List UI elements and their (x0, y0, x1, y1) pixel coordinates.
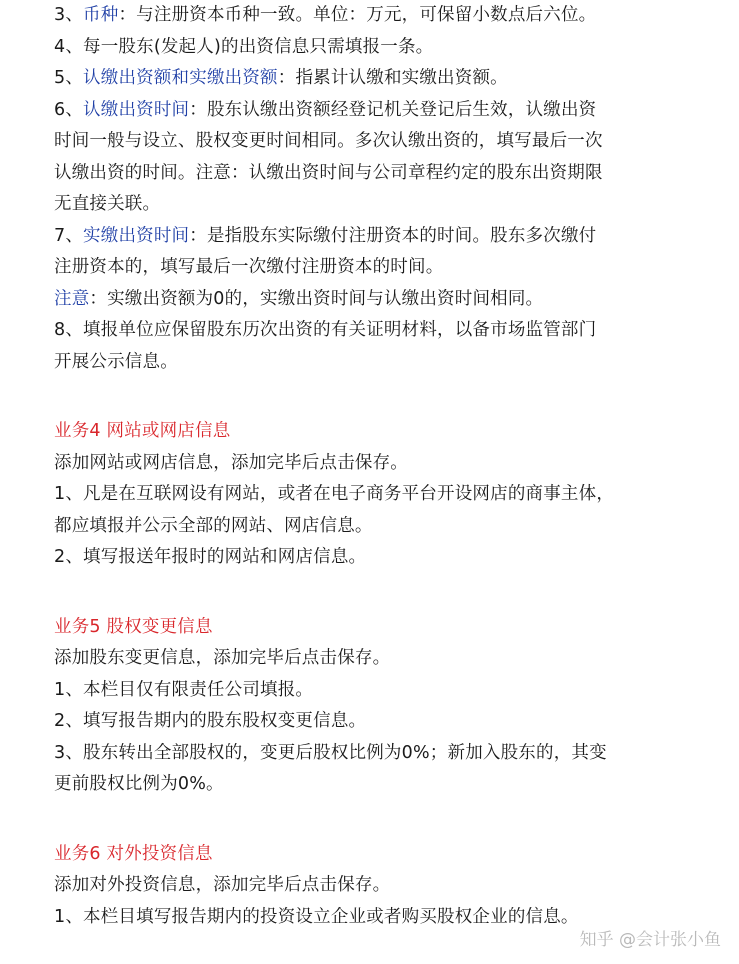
item-7-continued: 注册资本的，填写最后一次缴付注册资本的时间。 (54, 257, 444, 277)
section-4-line: 2、填写报送年报时的网站和网店信息。 (54, 547, 367, 567)
watermark-text: 知乎 @会计张小鱼 (579, 930, 721, 950)
section-6-line: 添加对外投资信息，添加完毕后点击保存。 (54, 875, 391, 895)
item-6-continued: 认缴出资的时间。注意：认缴出资时间与公司章程约定的股东出资期限 (54, 162, 603, 183)
section-5-line: 1、本栏目仅有限责任公司填报。 (54, 679, 314, 700)
section-4-line: 添加网站或网店信息，添加完毕后点击保存。 (54, 452, 408, 473)
term-subscribed-time: 认缴出资时间 (83, 99, 190, 120)
item-6-continued: 时间一般与设立、股权变更时间相同。多次认缴出资的，填写最后一次 (54, 131, 603, 151)
item-8-continued: 开展公示信息。 (54, 351, 178, 372)
document-body (54, 0, 724, 933)
note-line: 注意：实缴出资额为0的，实缴出资时间与认缴出资时间相同。 (54, 288, 544, 309)
item-4-line: 4、每一股东(发起人)的出资信息只需填报一条。 (54, 36, 434, 57)
section-4-line: 1、凡是在互联网设有网站，或者在电子商务平台开设网店的商事主体， (54, 484, 615, 504)
item-6-continued: 无直接关联。 (54, 194, 161, 214)
section-5-heading: 业务5 股权变更信息 (54, 616, 213, 637)
section-5-line: 3、股东转出全部股权的，变更后股权比例为0%；新加入股东的，其变 (54, 742, 607, 763)
item-7-line: 7、实缴出资时间：是指股东实际缴付注册资本的时间。股东多次缴付 (54, 225, 597, 246)
section-4-heading: 业务4 网站或网店信息 (54, 421, 231, 441)
section-5-line: 添加股东变更信息，添加完毕后点击保存。 (54, 648, 391, 668)
item-6-line: 6、认缴出资时间：股东认缴出资额经登记机关登记后生效，认缴出资 (54, 99, 597, 120)
section-6-heading: 业务6 对外投资信息 (54, 843, 213, 864)
term-paid-time: 实缴出资时间 (83, 225, 190, 246)
term-subscribed-paid-amount: 认缴出资额和实缴出资额 (83, 68, 278, 88)
section-6-line: 1、本栏目填写报告期内的投资设立企业或者购买股权企业的信息。 (54, 906, 579, 927)
item-8-line: 8、填报单位应保留股东历次出资的有关证明材料，以备市场监管部门 (54, 320, 597, 340)
section-5-line: 更前股权比例为0%。 (54, 774, 224, 794)
section-5-line: 2、填写报告期内的股东股权变更信息。 (54, 711, 367, 731)
section-4-line: 都应填报并公示全部的网站、网店信息。 (54, 515, 373, 536)
item-3-line: 3、币种：与注册资本币种一致。单位：万元，可保留小数点后六位。 (54, 5, 597, 25)
term-currency: 币种 (83, 5, 119, 25)
item-5-line: 5、认缴出资额和实缴出资额：指累计认缴和实缴出资额。 (54, 68, 508, 88)
note-label: 注意 (54, 288, 90, 309)
